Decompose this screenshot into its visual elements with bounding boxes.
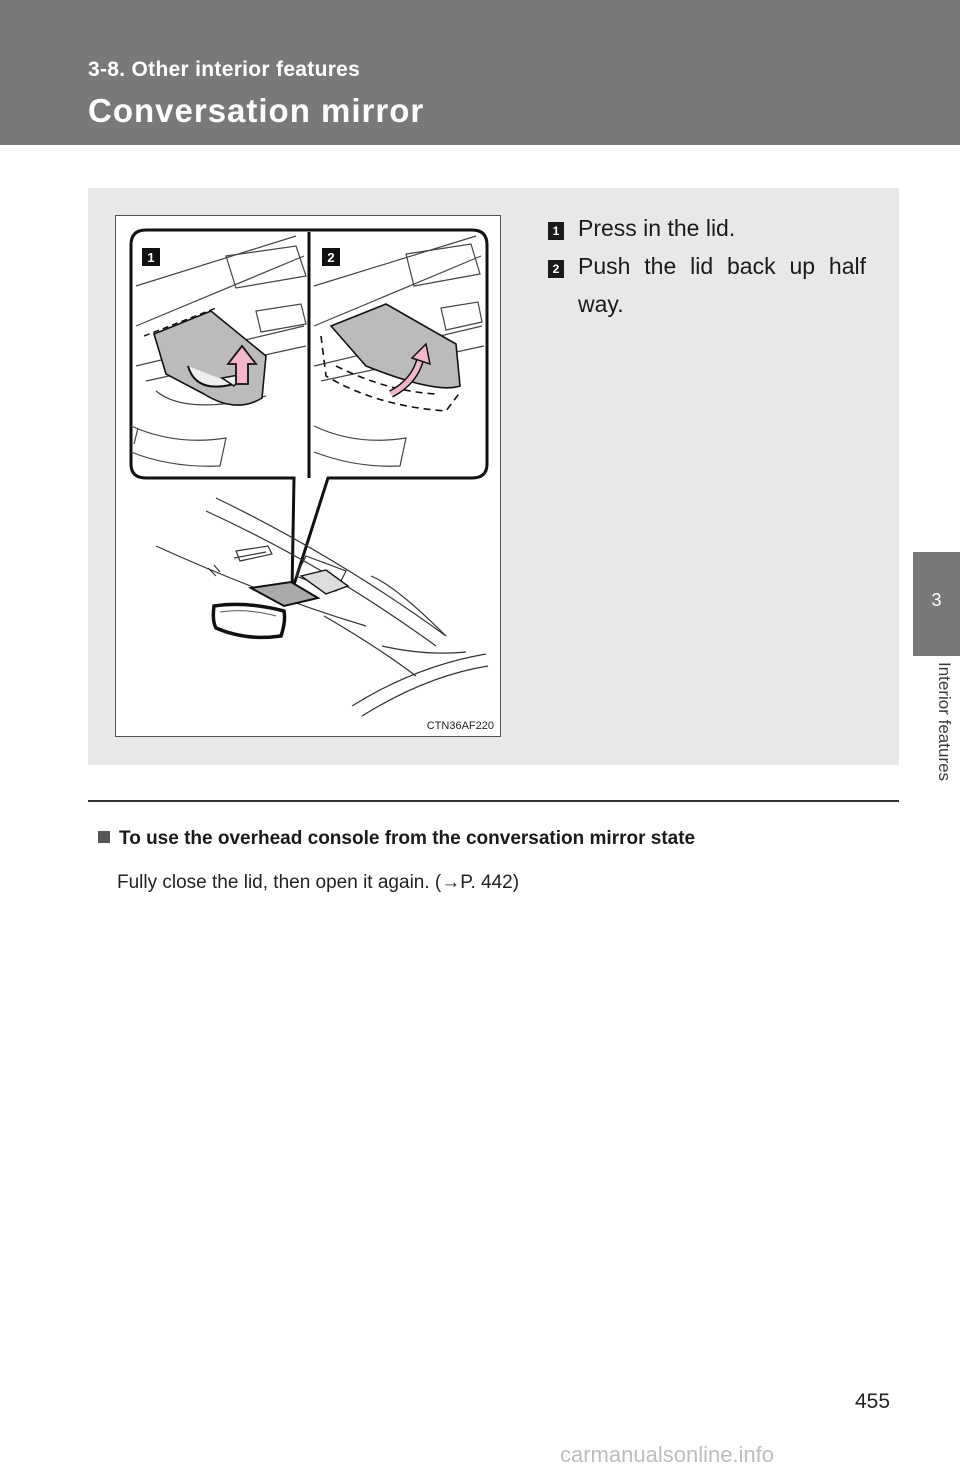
note-body: Fully close the lid, then open it again. (→P. 442) <box>117 872 520 893</box>
chapter-header <box>0 0 960 145</box>
step-number-badge: 2 <box>548 260 564 278</box>
callout-1: 1 <box>147 250 155 265</box>
note-heading-text: To use the overhead console from the conversation mirror state <box>119 828 696 849</box>
mirror-illustration <box>115 215 501 737</box>
figure-code: CTN36AF220 <box>426 720 494 732</box>
overhead-console-drawing <box>116 216 500 736</box>
step-list <box>548 209 866 323</box>
step-text: Press in the lid. <box>578 215 736 241</box>
square-bullet-icon <box>98 831 110 843</box>
step-text: Push the lid back up half way. <box>578 253 866 317</box>
step-item <box>548 247 866 323</box>
step-number-badge: 1 <box>548 222 564 240</box>
chapter-tab-number: 3 <box>931 590 942 610</box>
callout-2: 2 <box>327 250 335 265</box>
watermark: carmanualsonline.info <box>560 1442 775 1467</box>
page-title: Conversation mirror <box>88 92 425 129</box>
step-item <box>548 209 866 247</box>
divider <box>88 800 899 802</box>
page-number: 455 <box>855 1390 891 1413</box>
section-label: 3-8. Other interior features <box>88 58 361 81</box>
note-heading <box>98 828 695 850</box>
chapter-tab-label: Interior features <box>935 662 954 782</box>
chapter-tab[interactable] <box>913 552 960 656</box>
